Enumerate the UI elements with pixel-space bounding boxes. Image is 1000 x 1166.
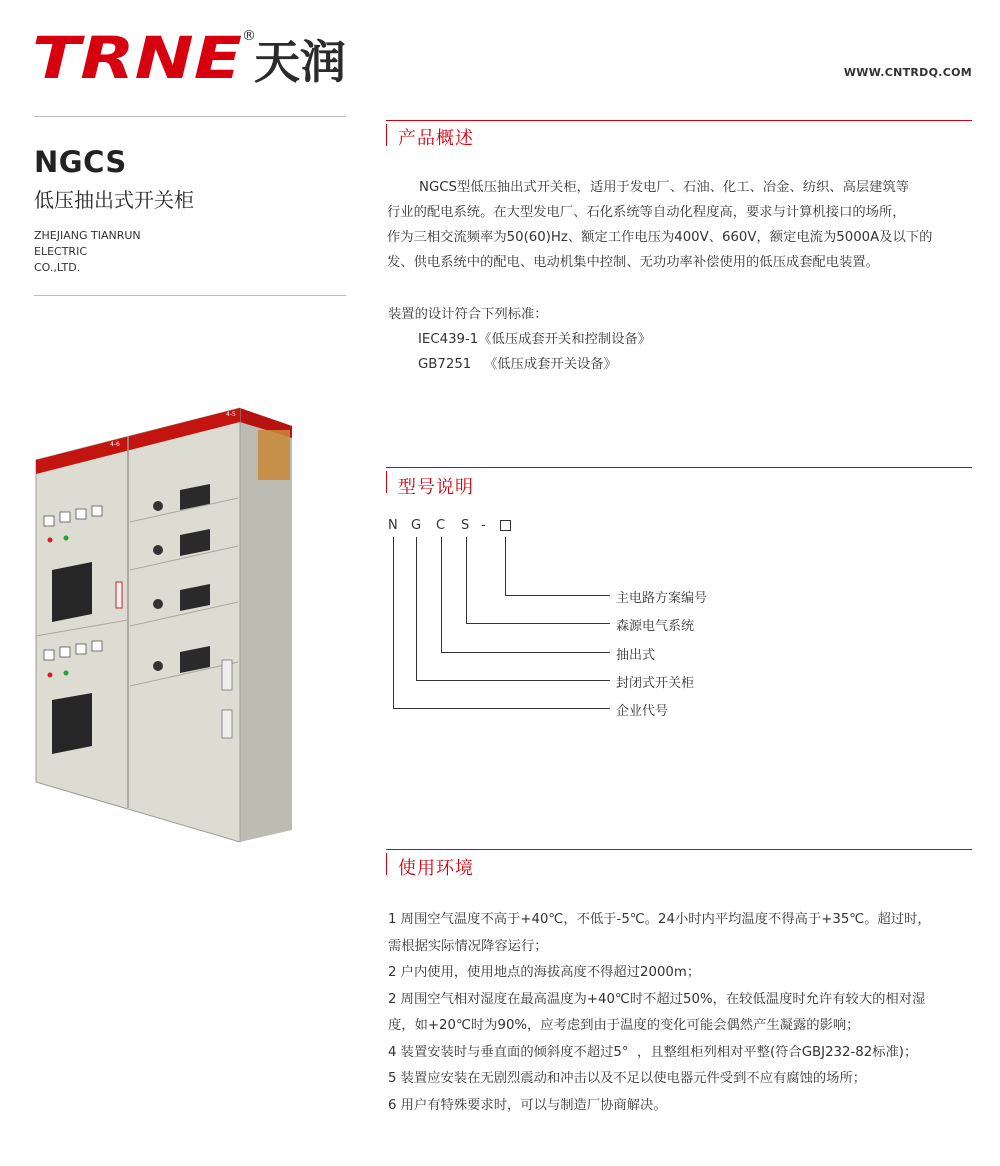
standard-item: GB7251 《低压成套开关设备》 <box>418 357 617 372</box>
model-letter: N <box>388 518 398 533</box>
leader-line <box>393 537 394 709</box>
section-marker <box>386 471 387 493</box>
model-letter: G <box>411 518 422 533</box>
leader-line <box>505 537 506 596</box>
model-label: 抽出式 <box>616 648 656 663</box>
environment-line: 1 周围空气温度不高于+40℃，不低于-5℃。24小时内平均温度不得高于+35℃。超过时， <box>388 912 931 927</box>
environment-line: 度，如+20℃时为90%，应考虑到由于温度的变化可能会偶然产生凝露的影响； <box>388 1018 860 1033</box>
company-logo <box>32 18 352 88</box>
environment-line: 2 周围空气相对湿度在最高温度为+40℃时不超过50%，在较低温度时允许有较大的相对湿 <box>388 991 926 1007</box>
overview-paragraph <box>387 175 972 275</box>
leader-line <box>441 537 442 653</box>
overview-line: 作为三相交流频率为50(60)Hz、额定工作电压为400V、660V，额定电流为5000A及以下的 <box>387 230 933 245</box>
logo-wordmark: TRNE <box>32 24 242 88</box>
environment-line: 6 用户有特殊要求时，可以与制造厂协商解决。 <box>388 1097 667 1113</box>
panel-label: 4-6 <box>110 441 120 448</box>
overview-line: NGCS型低压抽出式开关柜，适用于发电厂、石油、化工、冶金、纺织、高层建筑等 <box>419 180 910 195</box>
product-name: 低压抽出式开关柜 <box>34 188 194 212</box>
switchgear-cabinet-image <box>30 390 320 850</box>
leader-line <box>393 708 610 709</box>
environment-line: 4 装置安装时与垂直面的倾斜度不超过5° ，且整组柜列相对平整(符合GBJ232-82标准)； <box>388 1044 918 1060</box>
model-letter: S <box>461 518 470 533</box>
divider-top <box>34 116 346 117</box>
leader-line <box>416 680 610 681</box>
section-rule-model <box>386 467 972 468</box>
environment-line: 需根据实际情况降容运行； <box>388 938 548 954</box>
logo-chinese-name: 天润 <box>254 35 346 88</box>
website-url[interactable]: WWW.CNTRDQ.COM <box>843 66 972 79</box>
model-letter: - <box>481 518 486 533</box>
model-label: 森源电气系统 <box>616 619 695 634</box>
section-title-environment: 使用环境 <box>398 858 474 879</box>
model-label: 主电路方案编号 <box>616 591 708 606</box>
leader-line <box>441 652 610 653</box>
product-code: NGCS <box>34 145 127 179</box>
section-marker <box>386 853 387 875</box>
model-letter: C <box>436 518 446 533</box>
section-title-overview: 产品概述 <box>398 128 474 149</box>
environment-list <box>388 907 974 1119</box>
standard-item: IEC439-1《低压成套开关和控制设备》 <box>418 332 652 347</box>
standards-intro: 装置的设计符合下列标准： <box>388 307 548 322</box>
leader-line <box>466 537 467 624</box>
section-rule-environment <box>386 849 972 850</box>
model-scheme-box <box>500 520 511 531</box>
company-line: ZHEJIANG TIANRUN <box>34 229 141 242</box>
company-line: CO.,LTD. <box>34 261 81 274</box>
model-label: 封闭式开关柜 <box>616 676 695 691</box>
overview-line: 发、供电系统中的配电、电动机集中控制、无功功率补偿使用的低压成套配电装置。 <box>387 255 879 270</box>
leader-line <box>466 623 610 624</box>
leader-line <box>505 595 610 596</box>
model-label: 企业代号 <box>616 704 669 719</box>
panel-label: 4-5 <box>226 411 236 418</box>
environment-line: 2 户内使用，使用地点的海拔高度不得超过2000m； <box>388 965 701 980</box>
section-title-model: 型号说明 <box>398 477 474 498</box>
overview-line: 行业的配电系统。在大型发电厂、石化系统等自动化程度高，要求与计算机接口的场所， <box>387 205 906 220</box>
divider-bottom <box>34 295 346 296</box>
leader-line <box>416 537 417 681</box>
environment-line: 5 装置应安装在无剧烈震动和冲击以及不足以使电器元件受到不应有腐蚀的场所； <box>388 1071 867 1086</box>
section-rule-overview <box>386 120 972 121</box>
company-name <box>34 228 141 276</box>
company-line: ELECTRIC <box>34 245 87 258</box>
registered-mark: ® <box>242 28 256 44</box>
section-marker <box>386 124 387 146</box>
